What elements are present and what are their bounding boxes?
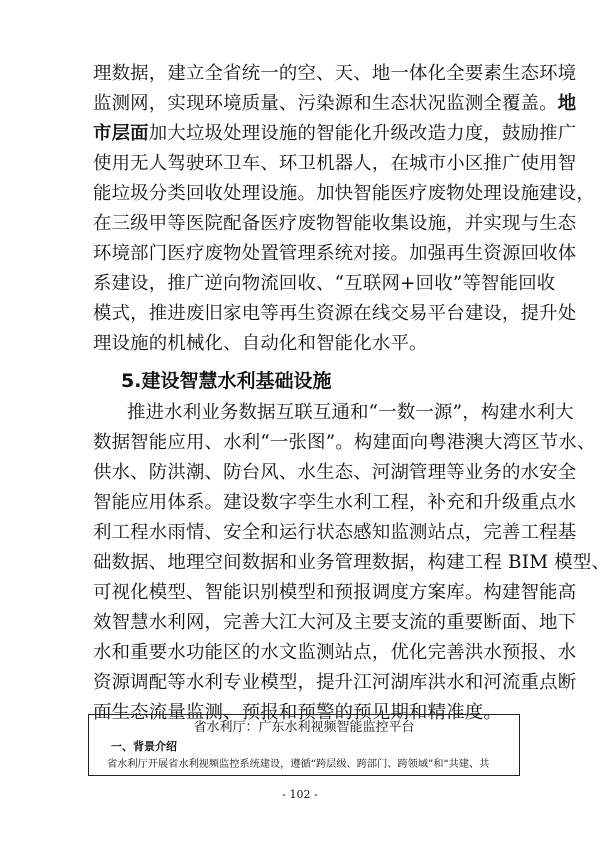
paragraph-1 (93, 59, 595, 359)
bold-text: 市层面 (93, 123, 149, 144)
page-number: - 102 - (282, 788, 318, 801)
paragraph-line: 数据智能应用、水利“一张图”。构建面向粤港澳大湾区节水、 (93, 432, 596, 453)
case-study-subhead: 一、背景介绍 (111, 740, 177, 753)
paragraph-line: 理数据，建立全省统一的空、天、地一体化全要素生态环境 (93, 63, 577, 84)
bold-text: 地 (557, 93, 577, 114)
case-study-title: 省水利厅：广东水利视频智能监控平台 (193, 720, 415, 735)
paragraph-line: 可视化模型、智能识别模型和预报调度方案库。构建智能高 (93, 582, 577, 603)
paragraph-line: 监测网，实现环境质量、污染源和生态状况监测全覆盖。地 (93, 93, 577, 114)
paragraph-line: 水和重要水功能区的水文监测站点，优化完善洪水预报、水 (93, 642, 577, 663)
paragraph-line: 础数据、地理空间数据和业务管理数据，构建工程 BIM 模型、 (93, 552, 610, 573)
paragraph-line: 使用无人驾驶环卫车、环卫机器人，在城市小区推广使用智 (93, 153, 577, 174)
paragraph-line: 资源调配等水利专业模型，提升江河湖库洪水和河流重点断 (93, 672, 577, 693)
paragraph-line: 面生态流量监测、预报和预警的预见期和精准度。 (93, 702, 502, 723)
paragraph-line: 智能应用体系。建设数字孪生水利工程，补充和升级重点水 (93, 492, 577, 513)
paragraph-line: 在三级甲等医院配备医疗废物智能收集设施，并实现与生态 (93, 213, 577, 234)
paragraph-2 (93, 398, 610, 728)
paragraph-line: 理设施的机械化、自动化和智能化水平。 (93, 333, 428, 354)
paragraph-line: 市层面加大垃圾处理设施的智能化升级改造力度，鼓励推广 (93, 123, 577, 144)
case-study-text: 省水利厅开展省水利视频监控系统建设，遵循“跨层级、跨部门、跨领域”和“共建、共 (107, 759, 490, 770)
paragraph-line: 效智慧水利网，完善大江大河及主要支流的重要断面、地下 (93, 612, 577, 633)
paragraph-line: 能垃圾分类回收处理设施。加快智能医疗废物处理设施建设， (93, 183, 595, 204)
case-study-box (88, 714, 520, 776)
paragraph-line: 系建设，推广逆向物流回收、“互联网+回收”等智能回收 (93, 273, 556, 294)
section-heading: 5.建设智慧水利基础设施 (121, 370, 332, 392)
paragraph-line: 供水、防洪潮、防台风、水生态、河湖管理等业务的水安全 (93, 462, 577, 483)
paragraph-line: 环境部门医疗废物处置管理系统对接。加强再生资源回收体 (93, 243, 577, 264)
paragraph-line: 推进水利业务数据互联互通和“一数一源”，构建水利大 (127, 402, 574, 423)
paragraph-line: 模式，推进废旧家电等再生资源在线交易平台建设，提升处 (93, 303, 577, 324)
paragraph-line: 利工程水雨情、安全和运行状态感知监测站点，完善工程基 (93, 522, 577, 543)
